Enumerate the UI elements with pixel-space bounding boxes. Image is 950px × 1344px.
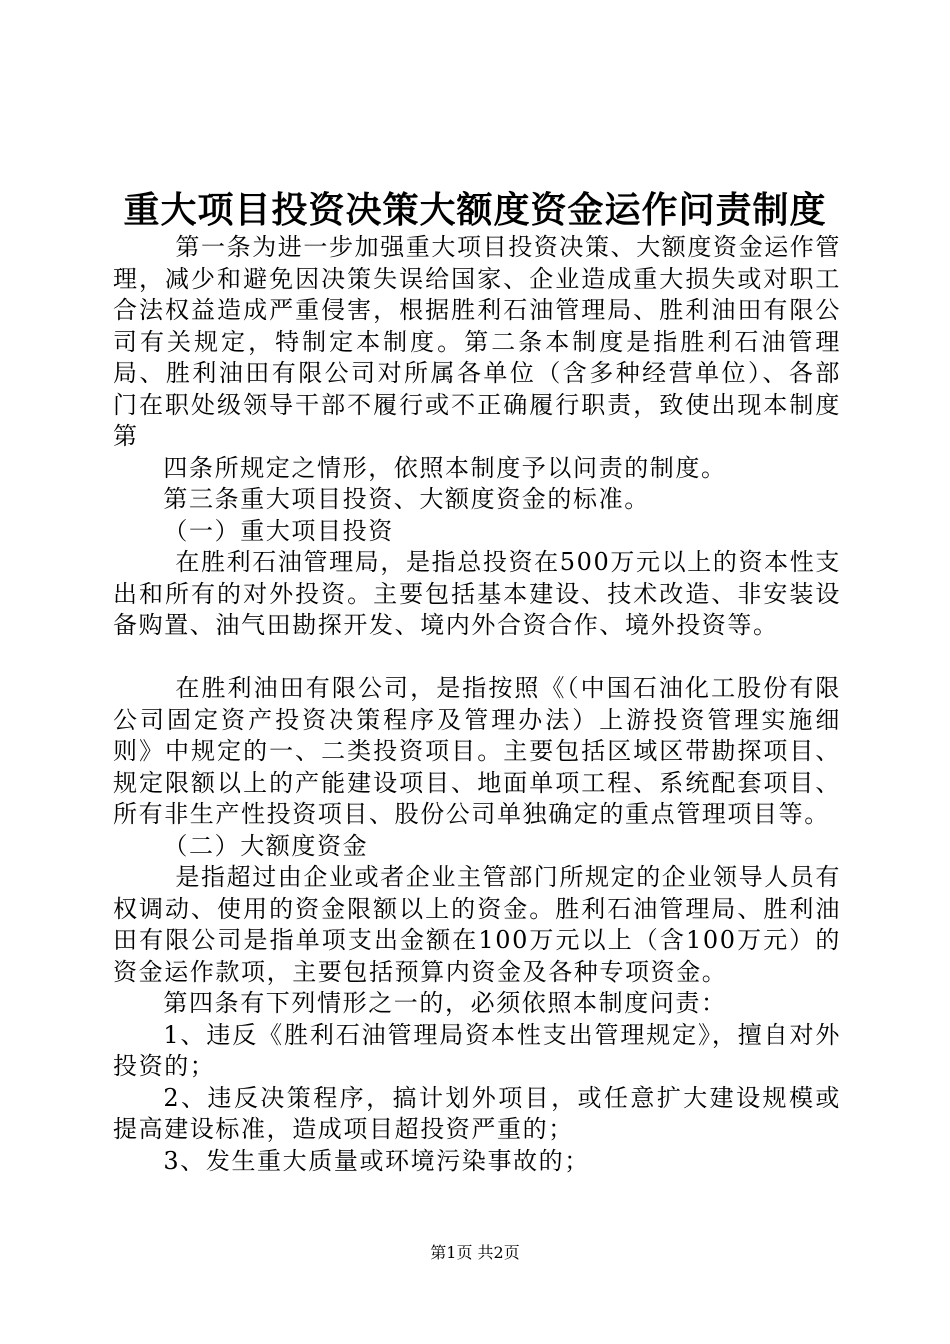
section-heading-large-funds: （二）大额度资金 bbox=[163, 831, 369, 860]
section-heading-major-investment: （一）重大项目投资 bbox=[163, 516, 394, 545]
paragraph-article-3: 第三条重大项目投资、大额度资金的标准。 bbox=[163, 485, 650, 513]
paragraph-article-1-cont: 四条所规定之情形，依照本制度予以问责的制度。 bbox=[163, 453, 727, 482]
paragraph-article-1: 第一条为进一步加强重大项目投资决策、大额度资金运作管理，减少和避免因决策失误给国家、企业造成重大损失或对职工合法权益造成严重侵害，根据胜利石油管理局、胜利油田有限公司有关规定，特制定本制度。第二条本制度是指胜利石油管理局、胜利油田有限公司对所属各单位（含多种经营单位）、各部门在职处级领导干部不履行或不正确履行职责，致使出现本制度第 bbox=[113, 233, 841, 450]
paragraph-article-4: 第四条有下列情形之一的，必须依照本制度问责： bbox=[163, 989, 727, 1017]
document-body bbox=[113, 232, 841, 1177]
list-item-2: 2、违反决策程序，搞计划外项目，或任意扩大建设规模或提高建设标准，造成项目超投资严重的； bbox=[113, 1083, 841, 1143]
paragraph-management-bureau: 在胜利石油管理局，是指总投资在500万元以上的资本性支出和所有的对外投资。主要包括基本建设、技术改造、非安装设备购置、油气田勘探开发、境内外合资合作、境外投资等。 bbox=[113, 548, 841, 639]
list-item-3: 3、发生重大质量或环境污染事故的； bbox=[163, 1146, 590, 1175]
paragraph-large-funds-definition: 是指超过由企业或者企业主管部门所规定的企业领导人员有权调动、使用的资金限额以上的资金。胜利石油管理局、胜利油田有限公司是指单项支出金额在100万元以上（含100万元）的资金运作款项，主要包括预算内资金及各种专项资金。 bbox=[113, 863, 841, 986]
list-item-1: 1、违反《胜利石油管理局资本性支出管理规定》，擅自对外投资的； bbox=[113, 1020, 841, 1080]
document-title: 重大项目投资决策大额度资金运作问责制度 bbox=[123, 189, 827, 231]
paragraph-gap bbox=[113, 642, 841, 674]
paragraph-oilfield-company: 在胜利油田有限公司，是指按照《（中国石油化工股份有限公司固定资产投资决策程序及管理办法）上游投资管理实施细则》中规定的一、二类投资项目。主要包括区域区带勘探项目、规定限额以上的产能建设项目、地面单项工程、系统配套项目、所有非生产性投资项目、股份公司单独确定的重点管理项目等。 bbox=[113, 674, 841, 828]
page-number: 第1页 共2页 bbox=[430, 1243, 520, 1262]
